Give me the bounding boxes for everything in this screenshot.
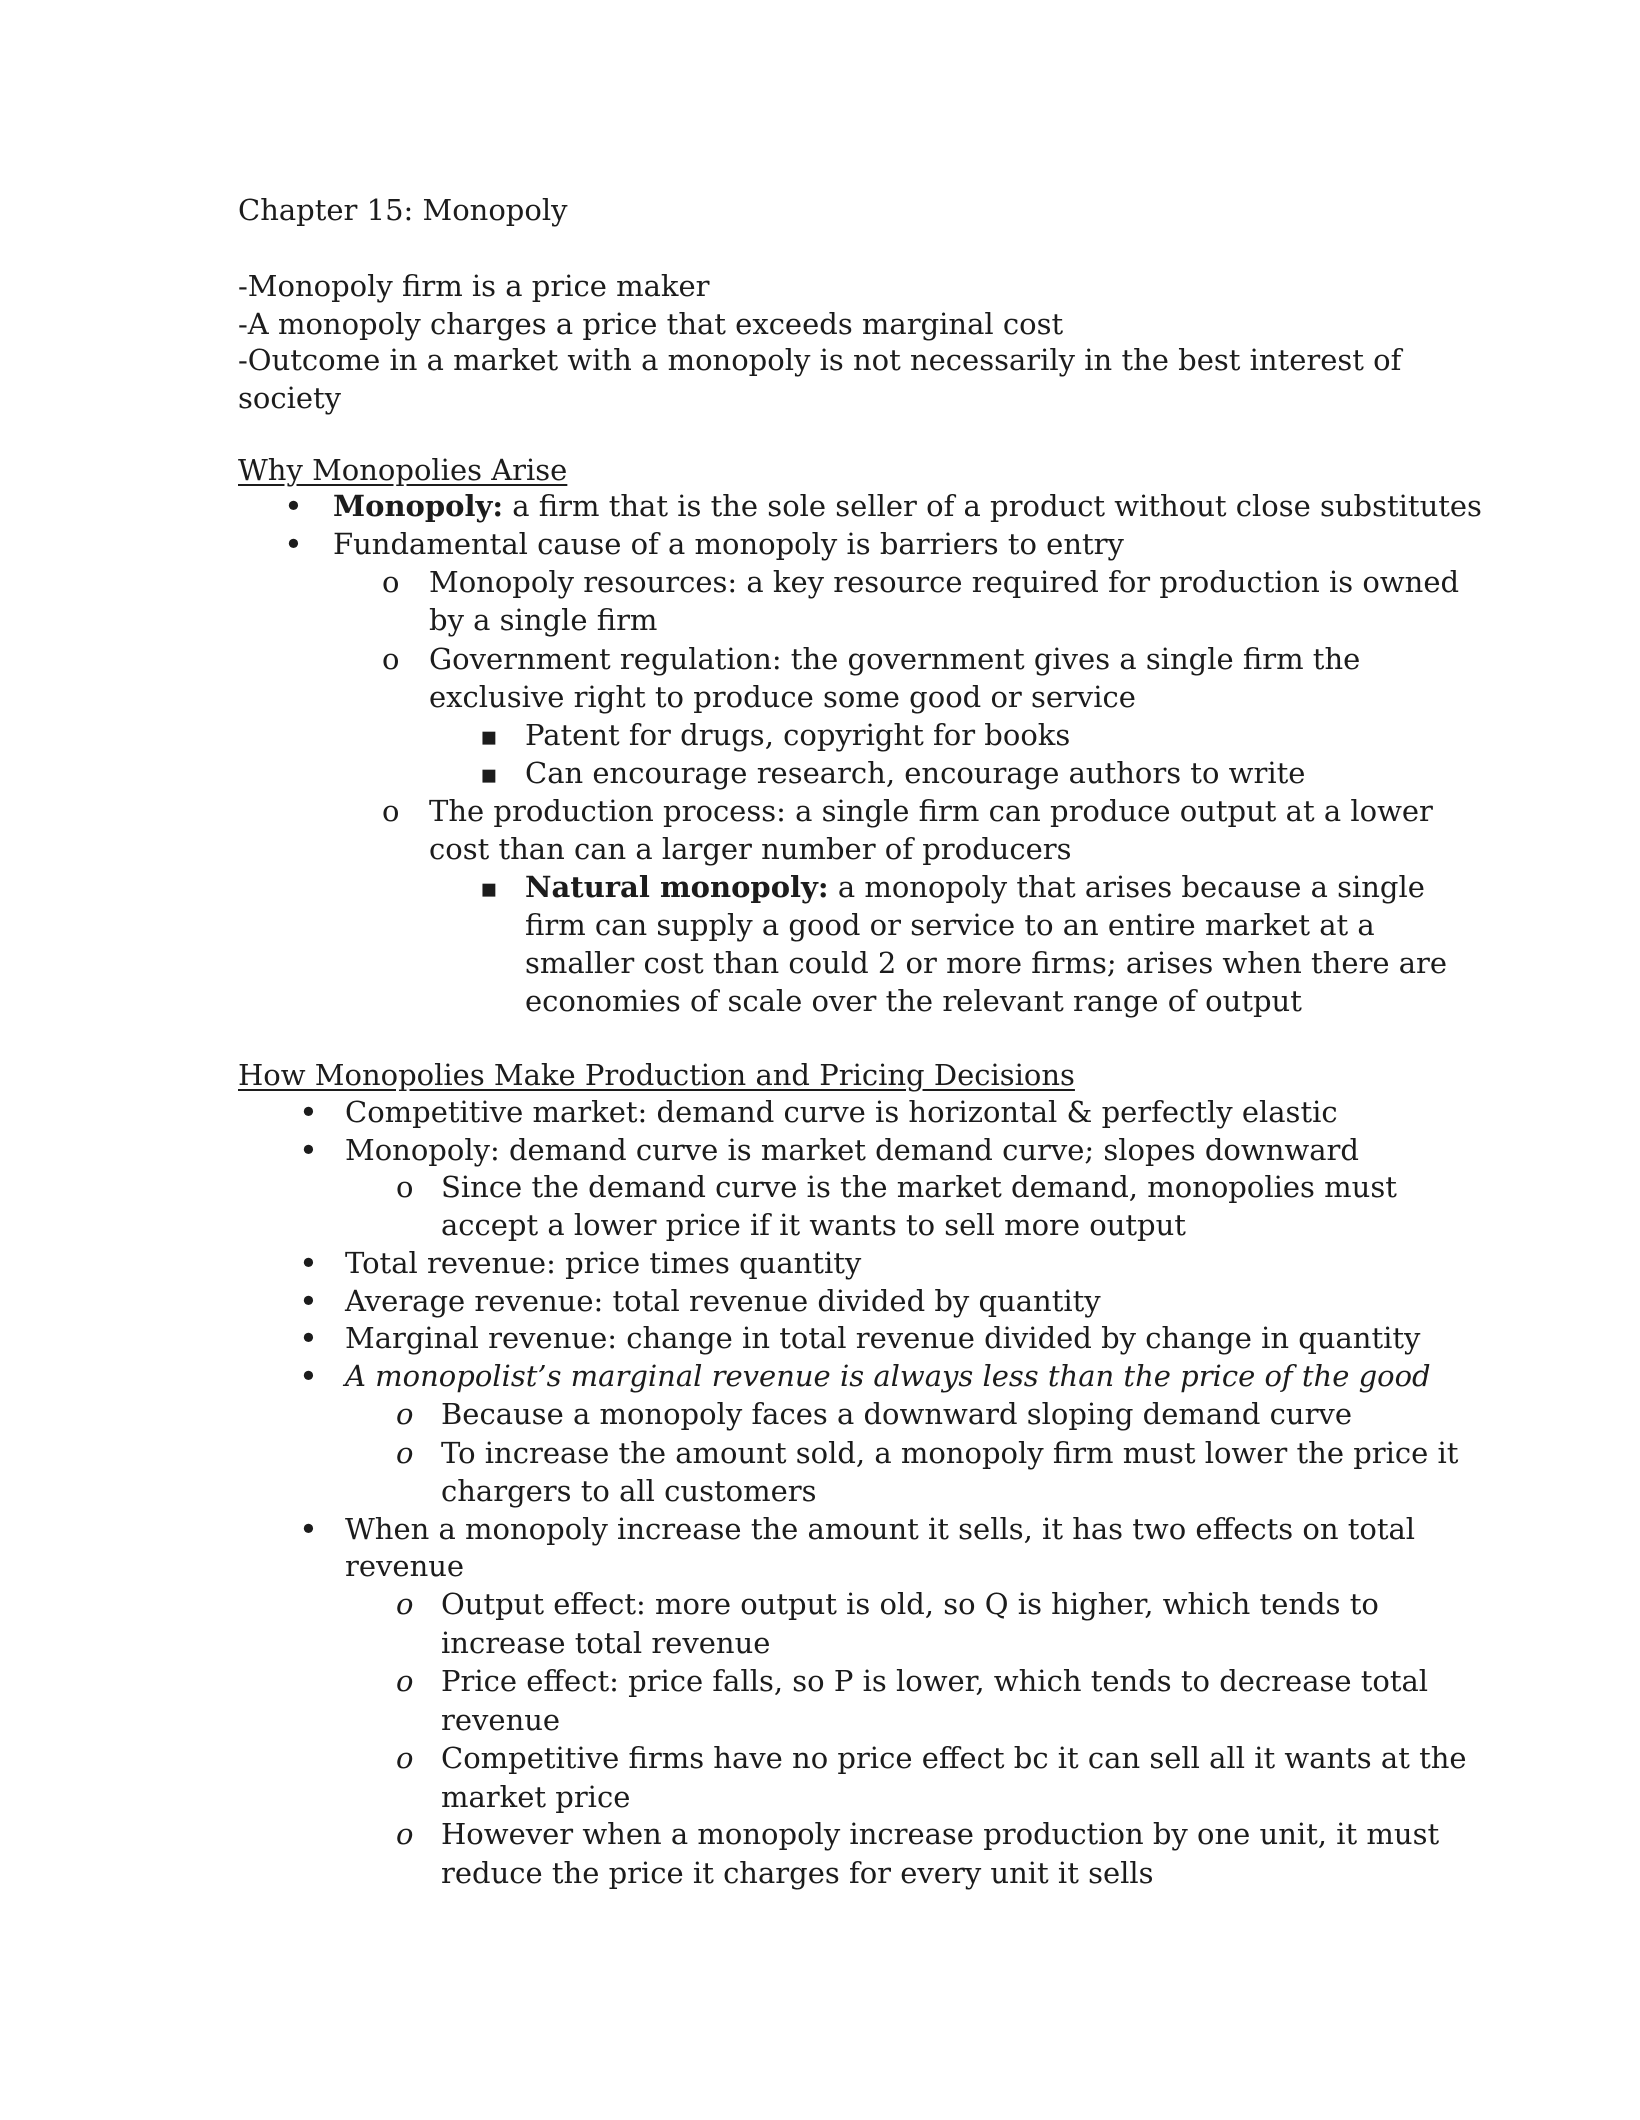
- list-item-resources: Monopoly resources: a key resource required for production is owned: [429, 565, 1460, 599]
- bullet-circle: [396, 1395, 413, 1433]
- bullet-circle: [396, 1585, 413, 1623]
- bullet-dot: [299, 1131, 318, 1170]
- bullet-dot: [299, 1093, 318, 1132]
- intro-line: -Monopoly firm is a price maker: [238, 269, 710, 303]
- list-item-resources-cont: by a single firm: [429, 603, 658, 637]
- list-item-increase-sold: To increase the amount sold, a monopoly firm must lower the price it: [441, 1436, 1459, 1470]
- list-item-encourage: Can encourage research, encourage authors to write: [525, 756, 1306, 790]
- section-heading-why-monopolies: Why Monopolies Arise: [238, 453, 568, 487]
- bullet-dot: [284, 487, 303, 526]
- list-item-production-cont: cost than can a larger number of producers: [429, 832, 1072, 866]
- list-item-average-revenue: Average revenue: total revenue divided by quantity: [345, 1284, 1101, 1318]
- page-title: Chapter 15: Monopoly: [238, 193, 568, 227]
- definition-text: a firm that is the sole seller of a product without close substitutes: [503, 489, 1482, 523]
- bullet-dot: [299, 1244, 318, 1283]
- term-monopoly: Monopoly:: [333, 489, 504, 523]
- list-item-output-effect-cont: increase total revenue: [441, 1626, 771, 1660]
- list-item-because: Because a monopoly faces a downward sloping demand curve: [441, 1397, 1352, 1431]
- list-item-fundamental-cause: Fundamental cause of a monopoly is barriers to entry: [333, 527, 1124, 561]
- bullet-circle: [382, 640, 399, 678]
- definition-text: a monopoly that arises because a single: [828, 870, 1425, 904]
- bullet-square: [480, 754, 498, 794]
- bullet-circle: [396, 1168, 413, 1206]
- bullet-circle: [382, 792, 399, 830]
- list-item-output-effect: Output effect: more output is old, so Q is higher, which tends to: [441, 1587, 1379, 1621]
- list-item-production: The production process: a single firm can produce output at a lower: [429, 794, 1433, 828]
- list-item-since-cont: accept a lower price if it wants to sell more output: [441, 1208, 1186, 1242]
- list-item-increase-sold-cont: chargers to all customers: [441, 1474, 817, 1508]
- bullet-dot: [284, 525, 303, 564]
- list-item-natural-cont: firm can supply a good or service to an entire market at a: [525, 908, 1375, 942]
- bullet-dot: [299, 1357, 318, 1396]
- list-item-price-effect-cont: revenue: [441, 1703, 561, 1737]
- bullet-dot: [299, 1282, 318, 1321]
- list-item-however: However when a monopoly increase production by one unit, it must: [441, 1817, 1440, 1851]
- bullet-dot: [299, 1510, 318, 1549]
- list-item-however-cont: reduce the price it charges for every unit it sells: [441, 1856, 1154, 1890]
- list-item-natural-monopoly: [525, 868, 1425, 906]
- bullet-square: [480, 716, 498, 756]
- list-item-two-effects: When a monopoly increase the amount it sells, it has two effects on total: [345, 1512, 1416, 1546]
- list-item-price-effect: Price effect: price falls, so P is lower, which tends to decrease total: [441, 1664, 1429, 1698]
- bullet-dot: [299, 1319, 318, 1358]
- list-item-mr-less-than-price: A monopolist’s marginal revenue is always less than the price of the good: [345, 1359, 1431, 1393]
- bullet-circle: [396, 1662, 413, 1700]
- list-item-government-cont: exclusive right to produce some good or service: [429, 680, 1136, 714]
- list-item-marginal-revenue: Marginal revenue: change in total revenue divided by change in quantity: [345, 1321, 1421, 1355]
- list-item-two-effects-cont: revenue: [345, 1549, 465, 1583]
- intro-line: -Outcome in a market with a monopoly is not necessarily in the best interest of: [238, 343, 1402, 377]
- list-item-natural-cont: economies of scale over the relevant range of output: [525, 984, 1302, 1018]
- intro-line: -A monopoly charges a price that exceeds marginal cost: [238, 307, 1064, 341]
- list-item-patent: Patent for drugs, copyright for books: [525, 718, 1071, 752]
- list-item-monopoly-demand: Monopoly: demand curve is market demand curve; slopes downward: [345, 1133, 1359, 1167]
- intro-line: society: [238, 381, 342, 415]
- list-item-natural-cont: smaller cost than could 2 or more firms; arises when there are: [525, 946, 1448, 980]
- list-item-competitive-market: Competitive market: demand curve is horizontal & perfectly elastic: [345, 1095, 1338, 1129]
- bullet-square: [480, 868, 498, 908]
- list-item-competitive-firms-cont: market price: [441, 1780, 631, 1814]
- term-natural-monopoly: Natural monopoly:: [525, 870, 829, 904]
- list-item-since: Since the demand curve is the market demand, monopolies must: [441, 1170, 1397, 1204]
- bullet-circle: [396, 1434, 413, 1472]
- bullet-circle: [396, 1815, 413, 1853]
- list-item-competitive-firms: Competitive firms have no price effect bc it can sell all it wants at the: [441, 1741, 1467, 1775]
- list-item-government: Government regulation: the government gives a single firm the: [429, 642, 1361, 676]
- bullet-circle: [382, 563, 399, 601]
- list-item-total-revenue: Total revenue: price times quantity: [345, 1246, 862, 1280]
- section-heading-pricing-decisions: How Monopolies Make Production and Pricing Decisions: [238, 1058, 1075, 1092]
- bullet-circle: [396, 1739, 413, 1777]
- list-item-monopoly-definition: [333, 487, 1482, 525]
